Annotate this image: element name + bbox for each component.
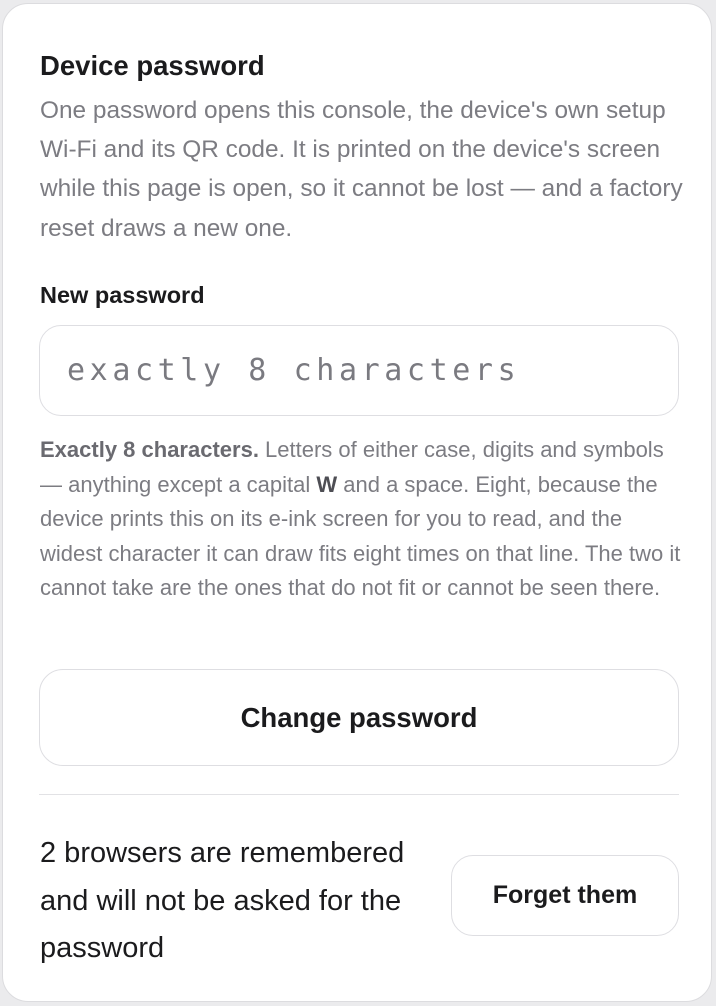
section-divider xyxy=(39,794,679,795)
device-password-card xyxy=(2,3,712,1002)
new-password-label: New password xyxy=(40,282,205,308)
hint-text-part2: and a space. Eight, because the device prints this on its e-ink screen for you to read, and the widest character it can draw fits eight times on that line. The two it cannot take are the ones that do not fit or cannot be seen there. xyxy=(40,471,681,601)
forget-browsers-button[interactable]: Forget them xyxy=(451,855,679,936)
new-password-input[interactable] xyxy=(39,325,679,416)
section-description: One password opens this console, the device's own setup Wi-Fi and its QR code. It is printed on the device's screen while this page is open, so it cannot be lost — and a factory reset draws a new one. xyxy=(40,97,683,242)
remembered-browsers-text: 2 browsers are remembered and will not be asked for the password xyxy=(40,837,405,964)
password-rules-hint xyxy=(40,433,690,606)
change-password-button[interactable]: Change password xyxy=(39,669,679,766)
excluded-character: W xyxy=(316,471,338,497)
hint-text-part1: Letters of either case, digits and symbols — anything except a capital xyxy=(40,437,664,497)
section-title: Device password xyxy=(40,50,265,81)
hint-lead: Exactly 8 characters. xyxy=(40,437,259,462)
